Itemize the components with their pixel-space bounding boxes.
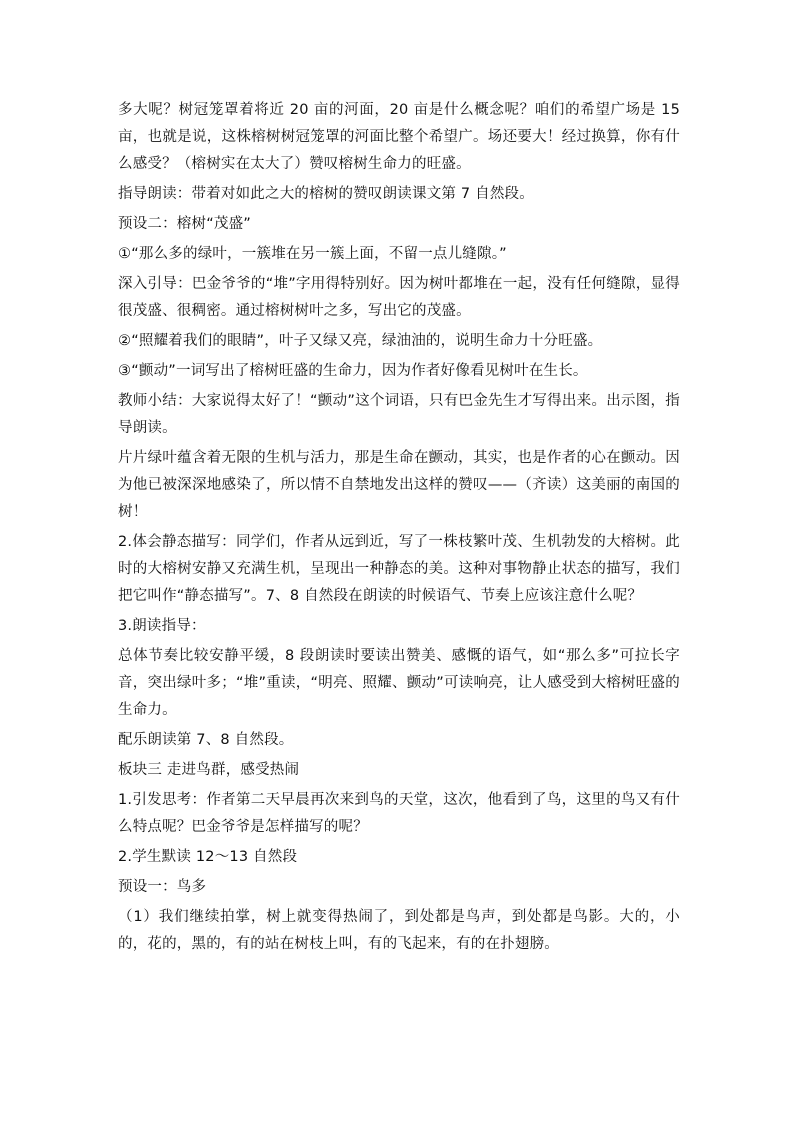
- paragraph-birds-description: （1）我们继续拍掌，树上就变得热闹了，到处都是鸟声，到处都是鸟影。大的，小的，花的，黑的，有的站在树枝上叫，有的飞起来，有的在扑翅膀。: [118, 909, 680, 952]
- paragraph-preset-one-birds: 预设一：鸟多: [118, 879, 207, 895]
- paragraph-green-leaves: 片片绿叶蕴含着无限的生机与活力，那是生命在颤动，其实，也是作者的心在颤动。因为他已被深深地感染了，所以情不自禁地发出这样的赞叹——（齐读）这美丽的南国的树！: [118, 450, 680, 520]
- paragraph-reading-instruction-heading: 3.朗读指导：: [118, 618, 206, 634]
- paragraph-intro-continuation: 多大呢？树冠笼罩着将近 20 亩的河面，20 亩是什么概念呢？咱们的希望广场是 15 亩，也就是说，这株榕树树冠笼罩的河面比整个希望广。场还要大！经过换算，你有什么感受？（榕树实在太大了）赞叹榕树生命力的旺盛。: [118, 102, 680, 172]
- paragraph-section-three-heading: 板块三 走进鸟群，感受热闹: [118, 762, 300, 778]
- paragraph-reading-guidance: 指导朗读：带着对如此之大的榕树的赞叹朗读课文第 7 自然段。: [118, 186, 534, 202]
- paragraph-music-reading: 配乐朗读第 7、8 自然段。: [118, 732, 294, 748]
- paragraph-point-two: ②“照耀着我们的眼睛”，叶子又绿又亮，绿油油的，说明生命力十分旺盛。: [118, 333, 603, 349]
- paragraph-point-three: ③“颤动”一词写出了榕树旺盛的生命力，因为作者好像看见树叶在生长。: [118, 363, 588, 379]
- paragraph-deep-guidance: 深入引导：巴金爷爷的“堆”字用得特别好。因为树叶都堆在一起，没有任何缝隙，显得很茂盛、很稠密。通过榕树树叶之多，写出它的茂盛。: [118, 276, 680, 319]
- paragraph-prompt-thinking: 1.引发思考：作者第二天早晨再次来到鸟的天堂，这次，他看到了鸟，这里的鸟又有什么特点呢？巴金爷爷是怎样描写的呢？: [118, 792, 680, 835]
- paragraph-preset-two-heading: 预设二：榕树“茂盛”: [118, 216, 252, 232]
- paragraph-static-description: 2.体会静态描写：同学们，作者从远到近，写了一株枝繁叶茂、生机勃发的大榕树。此时的大榕树安静又充满生机，呈现出一种静态的美。这种对事物静止状态的描写，我们把它叫作“静态描写”。7、8 自然段在朗读的时候语气、节奏上应该注意什么呢？: [118, 534, 680, 604]
- paragraph-point-one: ①“那么多的绿叶，一簇堆在另一簇上面，不留一点儿缝隙。”: [118, 246, 507, 262]
- paragraph-silent-reading: 2.学生默读 12～13 自然段: [118, 849, 298, 865]
- paragraph-teacher-summary: 教师小结：大家说得太好了！“颤动”这个词语，只有巴金先生才写得出来。出示图，指导朗读。: [118, 393, 680, 436]
- document-page: [118, 97, 680, 961]
- paragraph-rhythm-guidance: 总体节奏比较安静平缓，8 段朗读时要读出赞美、感慨的语气，如“那么多”可拉长字音，突出绿叶多；“堆”重读，“明亮、照耀、颤动”可读响亮，让人感受到大榕树旺盛的生命力。: [118, 648, 680, 718]
